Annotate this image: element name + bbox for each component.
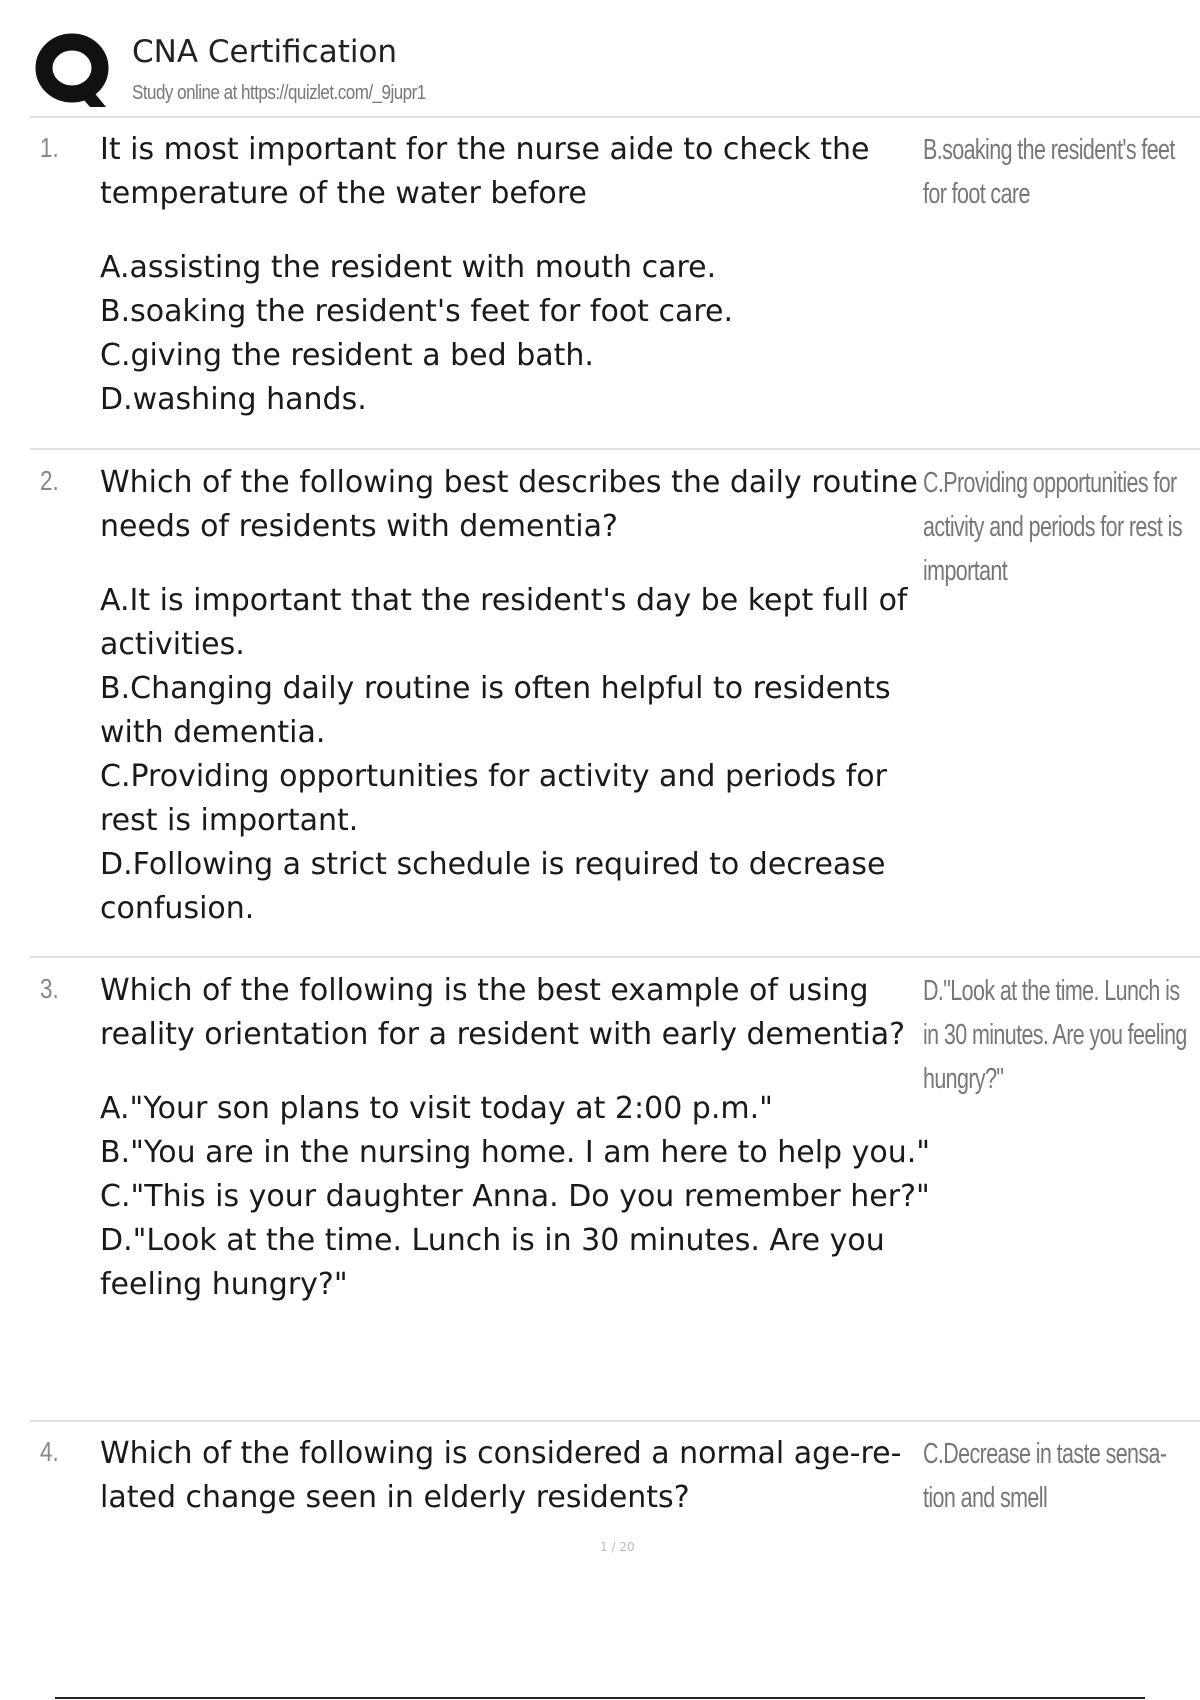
study-online-link[interactable]: Study online at https://quizlet.com/_9jupr1 xyxy=(132,82,426,104)
page-number: 1 / 20 xyxy=(600,1540,635,1554)
question-text: Which of the following is the best example of using reality orientation for a resident with early dementia? xyxy=(100,973,906,1052)
footer-rule xyxy=(55,1697,1145,1699)
option-d: D."Look at the time. Lunch is in 30 minutes. Are you feeling hungry?" xyxy=(100,1223,885,1302)
question-column xyxy=(100,128,950,422)
card-number: 1. xyxy=(40,132,59,163)
option-c: C."This is your daughter Anna. Do you remember her?" xyxy=(100,1179,930,1214)
card-number: 2. xyxy=(40,465,59,496)
question-text: It is most important for the nurse aide to check the temperature of the water before xyxy=(100,132,870,211)
deck-title: CNA Certification xyxy=(132,34,398,70)
options-list xyxy=(100,579,950,931)
question-column xyxy=(100,461,950,931)
option-d: D.washing hands. xyxy=(100,382,367,417)
answer-text: C.Providing opportunities for activity and periods for rest is important xyxy=(923,467,1182,587)
answer-text: D."Look at the time. Lunch is in 30 minutes. Are you feeling hungry?" xyxy=(923,975,1187,1095)
question-column xyxy=(100,969,950,1307)
header xyxy=(30,30,1200,116)
question-text: Which of the following best describes the daily routine needs of residents with dementia? xyxy=(100,465,918,544)
options-list xyxy=(100,1087,950,1307)
option-c: C.Providing opportunities for activity and periods for rest is important. xyxy=(100,759,887,838)
answer-text: C.Decrease in taste sensa-tion and smell xyxy=(923,1438,1167,1514)
option-b: B.Changing daily routine is often helpful to residents with dementia. xyxy=(100,671,891,750)
option-a: A.It is important that the resident's day be kept full of activities. xyxy=(100,583,908,662)
answer-text: B.soaking the resident's feet for foot care xyxy=(923,134,1175,210)
option-b: B.soaking the resident's feet for foot care. xyxy=(100,294,734,329)
divider xyxy=(30,956,1200,958)
option-b: B."You are in the nursing home. I am here to help you." xyxy=(100,1135,931,1170)
divider xyxy=(30,448,1200,450)
card-number: 4. xyxy=(40,1436,59,1467)
card-number: 3. xyxy=(40,973,59,1004)
option-d: D.Following a strict schedule is required to decrease confusion. xyxy=(100,847,886,926)
option-c: C.giving the resident a bed bath. xyxy=(100,338,594,373)
divider xyxy=(30,116,1200,118)
quizlet-logo-icon xyxy=(32,33,140,111)
question-text: Which of the following is considered a normal age-re-lated change seen in elderly residents? xyxy=(100,1436,902,1515)
options-list xyxy=(100,246,950,422)
divider xyxy=(30,1420,1200,1422)
option-a: A.assisting the resident with mouth care. xyxy=(100,250,717,285)
question-column xyxy=(100,1432,950,1520)
option-a: A."Your son plans to visit today at 2:00 p.m." xyxy=(100,1091,773,1126)
